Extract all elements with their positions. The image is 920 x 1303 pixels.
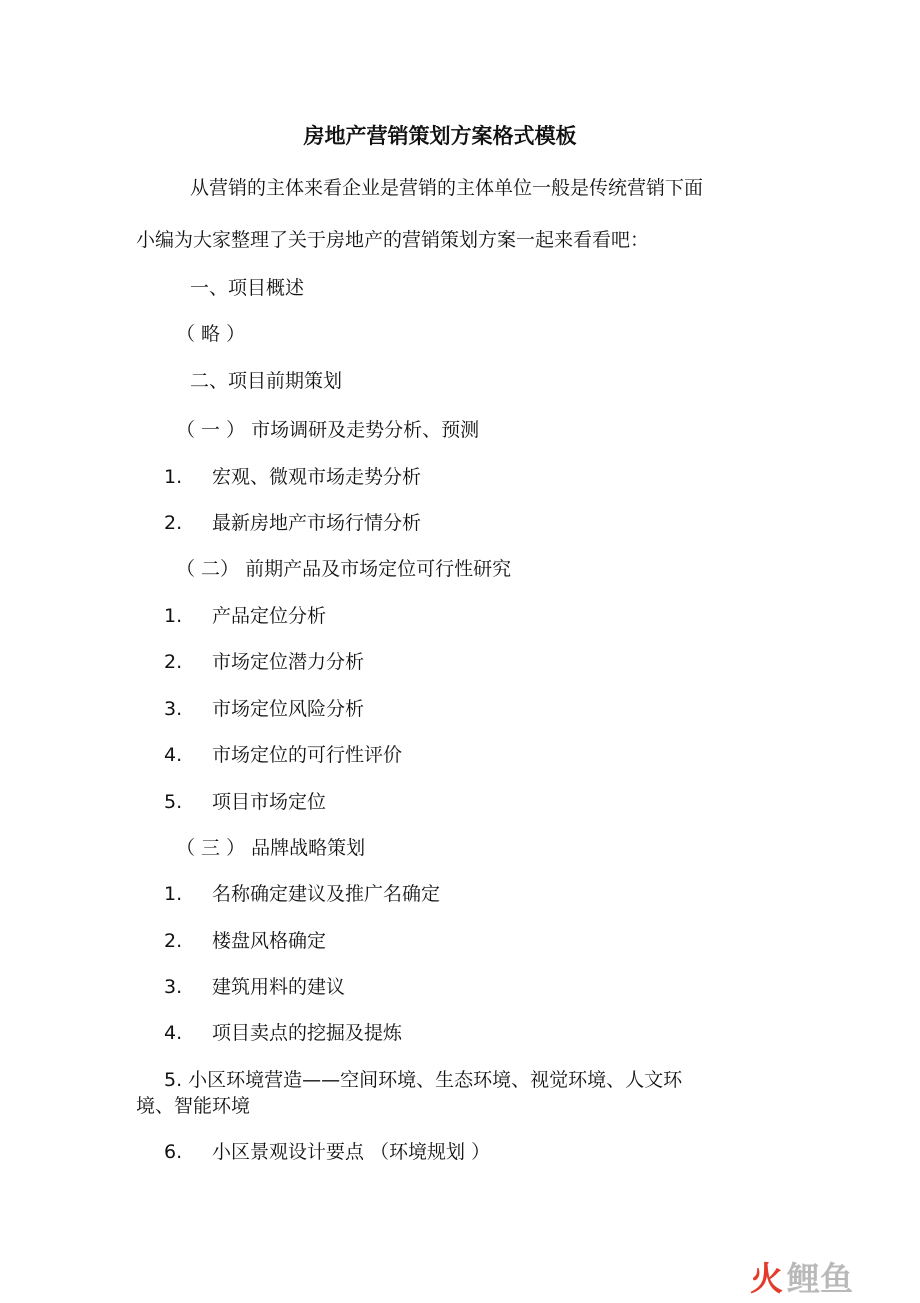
list-item-text: 名称确定建议及推广名确定 [212, 883, 441, 905]
item-5-line-1: 5. 小区环境营造——空间环境、生态环境、视觉环境、人文环 [164, 1069, 683, 1091]
list-item-number: 2. [164, 512, 183, 534]
watermark-text-1: 火 [750, 1259, 783, 1298]
section-1-heading: 一、项目概述 [190, 277, 305, 299]
list-item-number: 2. [164, 651, 183, 673]
list-item-text: 小区景观设计要点 （环境规划 ） [212, 1141, 491, 1163]
list-item-number: 4. [164, 744, 183, 766]
list-item-number: 3. [164, 976, 183, 998]
list-item-text: 产品定位分析 [212, 605, 327, 627]
intro-line-2: 小编为大家整理了关于房地产的营销策划方案一起来看看吧： [136, 229, 650, 251]
list-item-text: 项目市场定位 [212, 791, 327, 813]
list-item-text: 建筑用料的建议 [212, 976, 346, 998]
list-item-text: 市场定位风险分析 [212, 698, 365, 720]
list-item-number: 1. [164, 883, 183, 905]
item-5-line-2: 境、智能环境 [136, 1095, 251, 1117]
list-item-text: 市场定位的可行性评价 [212, 744, 403, 766]
list-item-number: 6. [164, 1141, 183, 1163]
page-title: 房地产营销策划方案格式模板 [303, 124, 577, 148]
section-1-note: （ 略 ） [176, 323, 246, 345]
list-item-text: 最新房地产市场行情分析 [212, 512, 422, 534]
subsection-1-heading: （ 一 ） 市场调研及走势分析、预测 [176, 419, 480, 441]
list-item-text: 宏观、微观市场走势分析 [212, 466, 422, 488]
section-2-heading: 二、项目前期策划 [190, 370, 343, 392]
list-item-number: 3. [164, 698, 183, 720]
list-item-text: 楼盘风格确定 [212, 930, 327, 952]
watermark-text-2: 鲤鱼 [787, 1259, 853, 1298]
list-item-number: 2. [164, 930, 183, 952]
list-item-number: 5. [164, 791, 183, 813]
list-item-number: 1. [164, 605, 183, 627]
watermark-logo [750, 1258, 853, 1300]
intro-line-1: 从营销的主体来看企业是营销的主体单位一般是传统营销下面 [190, 177, 704, 199]
subsection-2-heading: （ 二） 前期产品及市场定位可行性研究 [176, 558, 512, 580]
list-item-number: 1. [164, 466, 183, 488]
list-item-text: 市场定位潜力分析 [212, 651, 365, 673]
list-item-number: 4. [164, 1022, 183, 1044]
subsection-3-heading: （ 三 ） 品牌战略策划 [176, 837, 366, 859]
list-item-text: 项目卖点的挖掘及提炼 [212, 1022, 403, 1044]
